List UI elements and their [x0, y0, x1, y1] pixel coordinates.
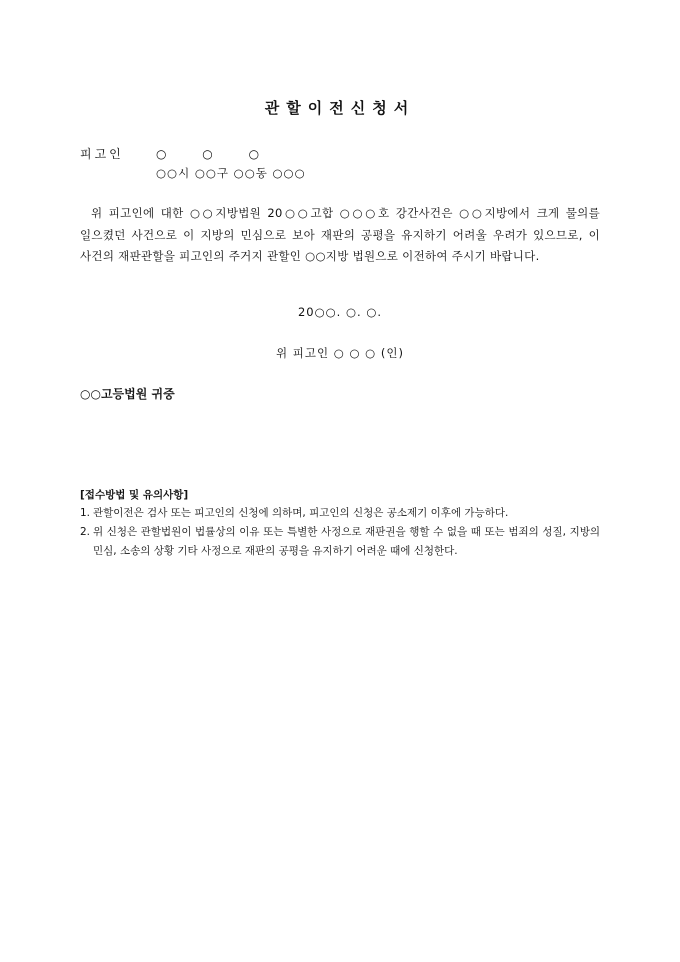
- note-text: 위 신청은 관할법원이 법률상의 이유 또는 특별한 사정으로 재판권을 행할 수 없을 때 또는 범죄의 성질, 지방의 민심, 소송의 상황 기타 사정으로 재판의 공평을 유지하기 어려운 때에 신청한다.: [93, 526, 600, 557]
- court-addressee: ○○고등법원 귀중: [80, 387, 175, 401]
- signature-line: 위 피고인 ○ ○ ○ (인): [276, 346, 404, 360]
- defendant-row: [80, 145, 275, 162]
- notes-list: [80, 504, 600, 561]
- application-date: 20○○. ○. ○.: [297, 305, 383, 319]
- note-number: 1.: [80, 507, 91, 519]
- note-number: 2.: [80, 526, 91, 538]
- document-title: 관할이전신청서: [264, 99, 416, 117]
- defendant-name: ○ ○ ○: [156, 147, 276, 161]
- defendant-label: 피고인: [80, 147, 124, 161]
- notes-heading: [접수방법 및 유의사항]: [80, 489, 189, 501]
- note-text: 관할이전은 검사 또는 피고인의 신청에 의하며, 피고인의 신청은 공소제기 이후에 가능하다.: [93, 507, 509, 519]
- note-item: [80, 523, 600, 561]
- application-body: 위 피고인에 대한 ○○지방법원 20○○고합 ○○○호 강간사건은 ○○지방에서 크게 물의를 일으켰던 사건으로 이 지방의 민심으로 보아 재판의 공평을 유지하기 어려울 우려가 있으므로, 이 사건의 재판관할을 피고인의 주거지 관할인 ○○지방 법원으로 이전하여 주시기 바랍니다.: [80, 206, 600, 263]
- defendant-address: ○○시 ○○구 ○○동 ○○○: [156, 166, 306, 180]
- note-item: [80, 504, 600, 523]
